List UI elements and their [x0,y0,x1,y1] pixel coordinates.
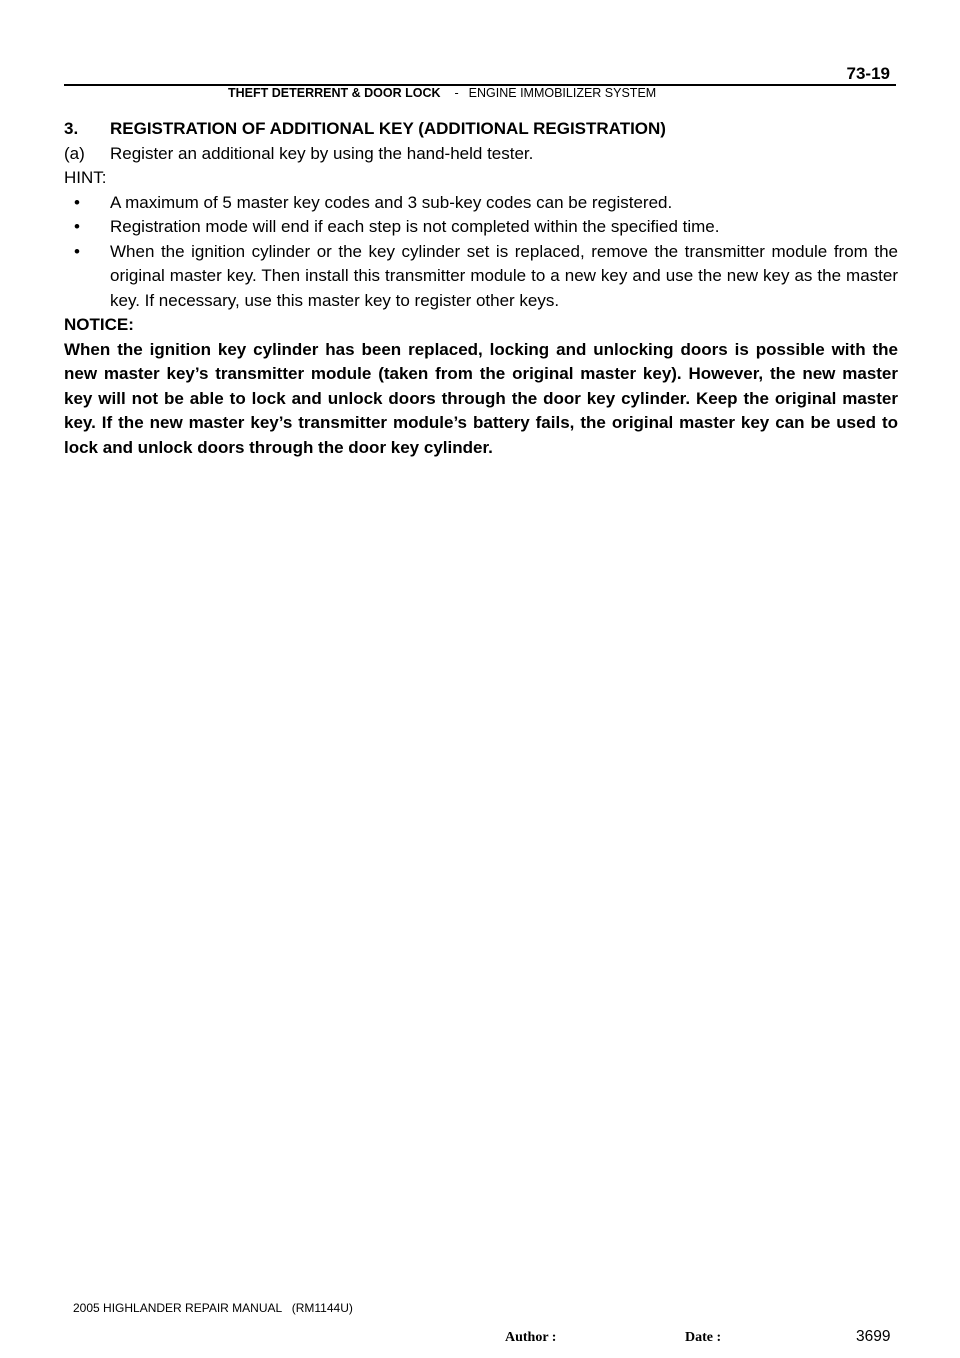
step-heading [64,117,898,142]
list-item [64,240,898,314]
notice-text: When the ignition key cylinder has been replaced, locking and unlocking doors is possible with the new master key’s transmitter module (taken from the original master key). However, the new master key will not be able to lock and unlock doors through the door key cylinder. Keep the original master key. If the new master key’s transmitter module’s battery fails, the original master key can be used to lock and unlock doors through the door key cylinder. [64,339,898,457]
list-item-text: Registration mode will end if each step is not completed within the specified time. [110,217,720,236]
list-item [64,191,898,216]
bullet-icon: • [74,241,80,261]
hint-label: HINT: [64,168,107,187]
running-header [228,86,656,100]
sub-step-text: Register an additional key by using the hand-held tester. [110,143,534,163]
footer-date-label: Date : [685,1330,722,1345]
sub-step [64,142,898,167]
footer-page-number: 3699 [856,1328,891,1345]
hint-list [64,191,898,314]
notice-label: NOTICE: [64,315,134,334]
page-content [64,117,898,460]
step-title: REGISTRATION OF ADDITIONAL KEY (ADDITIONAL REGISTRATION) [110,119,666,138]
bullet-icon: • [74,192,80,212]
step-number: 3. [64,119,79,138]
header-separator: - [454,86,459,100]
bullet-icon: • [74,217,80,236]
page-number: 73-19 [846,64,890,83]
footer-manual-title: 2005 HIGHLANDER REPAIR MANUAL (RM1144U) [73,1301,353,1315]
header-subsection: ENGINE IMMOBILIZER SYSTEM [468,86,657,100]
list-item [64,215,898,240]
sub-step-label: (a) [64,143,85,163]
list-item-text: When the ignition cylinder or the key cylinder set is replaced, remove the transmitter module from the original master key. Then install this transmitter module to a new key and use the new key as the master key. If necessary, use this master key to register other keys. [110,241,898,310]
header-section: THEFT DETERRENT & DOOR LOCK [228,86,441,100]
list-item-text: A maximum of 5 master key codes and 3 sub-key codes can be registered. [110,192,673,212]
footer-author-label: Author : [505,1330,557,1345]
